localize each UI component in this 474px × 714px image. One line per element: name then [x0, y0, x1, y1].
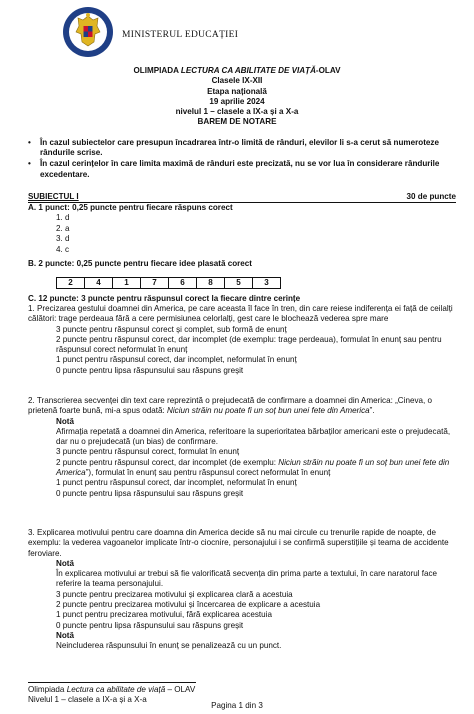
question-2-block [28, 396, 456, 499]
answer-item: 1. d [56, 213, 70, 222]
note-label: Notă [56, 630, 74, 640]
title-block [0, 66, 474, 128]
scoring-line: 1 punct pentru răspunsul corect, dar incomplet, neformulat în enunț [56, 355, 297, 365]
note-label: Notă [56, 558, 74, 568]
answer-item: 2. a [56, 223, 70, 233]
romanian-coat-of-arms-icon [62, 4, 114, 60]
table-cell: 3 [253, 278, 281, 289]
subject-heading [28, 192, 456, 203]
page-number: Pagina 1 din 3 [211, 701, 263, 710]
scoring-line: 1 punct pentru precizarea motivului, fără explicarea acestuia [56, 610, 272, 620]
section-c-heading: C. 12 puncte: 3 puncte pentru răspunsul corect la fiecare dintre cerințe [28, 294, 301, 303]
subject-label: SUBIECTUL I [28, 192, 79, 201]
section-b-heading: B. 2 puncte: 0,25 puncte pentru fiecare idee plasată corect [28, 259, 253, 268]
table-cell: 7 [141, 278, 169, 289]
answer-item: 4. c [56, 244, 70, 254]
question-1-text: 1. Precizarea gestului doamnei din America, pe care aceasta îl face în tren, din care reiese indiferența ei față de ceilalți călători: trage perdeaua fără a cere permisiunea celorlalți, gest care le blochează vederea spre mare [28, 304, 453, 324]
scoring-line: 0 puncte pentru lipsa răspunsului sau răspuns greșit [56, 620, 244, 630]
section-a-heading: A. 1 punct: 0,25 puncte pentru fiecare răspuns corect [28, 203, 233, 212]
note-label: Notă [56, 416, 74, 426]
grading-scheme-title: BAREM DE NOTARE [197, 117, 277, 127]
table-row [57, 278, 281, 289]
level-line: nivelul 1 – clasele a IX-a și a X-a [175, 107, 299, 117]
sequence-table [56, 277, 281, 289]
footer-olympiad-name: Olimpiada Lectura ca abilitate de viață – OLAV [28, 685, 196, 694]
question-3-text: 3. Explicarea motivului pentru care doamna din America decide să nu mai circule cu trenurile rapide de noapte, de exemplu: la vederea vagoanelor implicate într-o ciocnire, personajului i se confirmă superstițiile și teama de accidente feroviare. [28, 528, 449, 558]
scoring-line: 2 puncte pentru răspunsul corect, dar incomplet (de exemplu: Niciun străin nu poate fi un soț bun unei fete din America”), formulat în enunț sau pentru răspunsul corect neformulat în enunț [56, 457, 450, 478]
table-cell: 2 [57, 278, 85, 289]
note-item: • În cazul subiectelor care presupun încadrarea într-o limită de rânduri, elevilor li s-a cerut să numeroteze rândurile scrise. [28, 138, 439, 158]
scoring-line: 2 puncte pentru răspunsul corect, dar incomplet (de exemplu: trage perdeaua), formulat în enunț sau pentru răspunsul corect neformulat în enunț [56, 334, 442, 355]
note-text: În explicarea motivului ar trebui să fie valorificată secvența din prima parte a textului, în care naratorul face referire la teama personajului. [56, 569, 438, 589]
general-notes [28, 138, 456, 181]
header [62, 4, 422, 64]
scoring-line: 3 puncte pentru răspunsul corect și complet, sub formă de enunț [56, 324, 287, 334]
scoring-line: 0 puncte pentru lipsa răspunsului sau răspuns greșit [56, 365, 244, 375]
note-text: Neincluderea răspunsului în enunț se penalizează cu un punct. [56, 641, 282, 651]
note-text: Afirmația repetată a doamnei din America, referitoare la superioritatea bărbaților americani este o prejudecată, dar nu o prejudecată (un bias) de confirmare. [56, 426, 451, 447]
footer-divider [28, 682, 196, 683]
question-3-block [28, 528, 456, 652]
table-cell: 6 [169, 278, 197, 289]
table-cell: 5 [225, 278, 253, 289]
ministry-name: MINISTERUL EDUCAȚIEI [122, 30, 239, 40]
grades-line: Clasele IX-XII [211, 76, 263, 86]
olympiad-title: OLIMPIADA LECTURA CA ABILITATE DE VIAȚĂ-OLAV [133, 66, 341, 75]
scoring-line: 3 puncte pentru precizarea motivului și explicarea clară a acestuia [56, 589, 293, 599]
scoring-line: 1 punct pentru răspunsul corect, dar incomplet, neformulat în enunț [56, 478, 297, 488]
scoring-line: 3 puncte pentru răspunsul corect, formulat în enunț [56, 447, 240, 457]
section-a-answers [56, 213, 70, 255]
table-cell: 1 [113, 278, 141, 289]
question-1-block [28, 304, 456, 376]
answer-item: 3. d [56, 234, 70, 244]
note-item: • În cazul cerințelor în care limita maximă de rânduri este precizată, nu se vor lua în considerare rândurile excedentare. [28, 159, 440, 179]
scoring-line: 2 puncte pentru precizarea motivului și încercarea de explicare a acestuia [56, 600, 321, 610]
date-line: 19 aprilie 2024 [209, 96, 265, 106]
table-cell: 4 [85, 278, 113, 289]
scoring-line: 0 puncte pentru lipsa răspunsului sau răspuns greșit [56, 488, 244, 498]
stage-line: Etapa națională [207, 86, 267, 96]
footer-level: Nivelul 1 – clasele a IX-a și a X-a [28, 695, 147, 705]
table-cell: 8 [197, 278, 225, 289]
subject-points: 30 de puncte [406, 192, 456, 201]
question-2-text: 2. Transcrierea secvenței din text care reprezintă o prejudecată de confirmare a doamnei din America: „Cineva, o prietenă foarte bună, mi-a spus odată: Niciun străin nu poate fi un soț bun unei fete din America”. [28, 396, 432, 416]
